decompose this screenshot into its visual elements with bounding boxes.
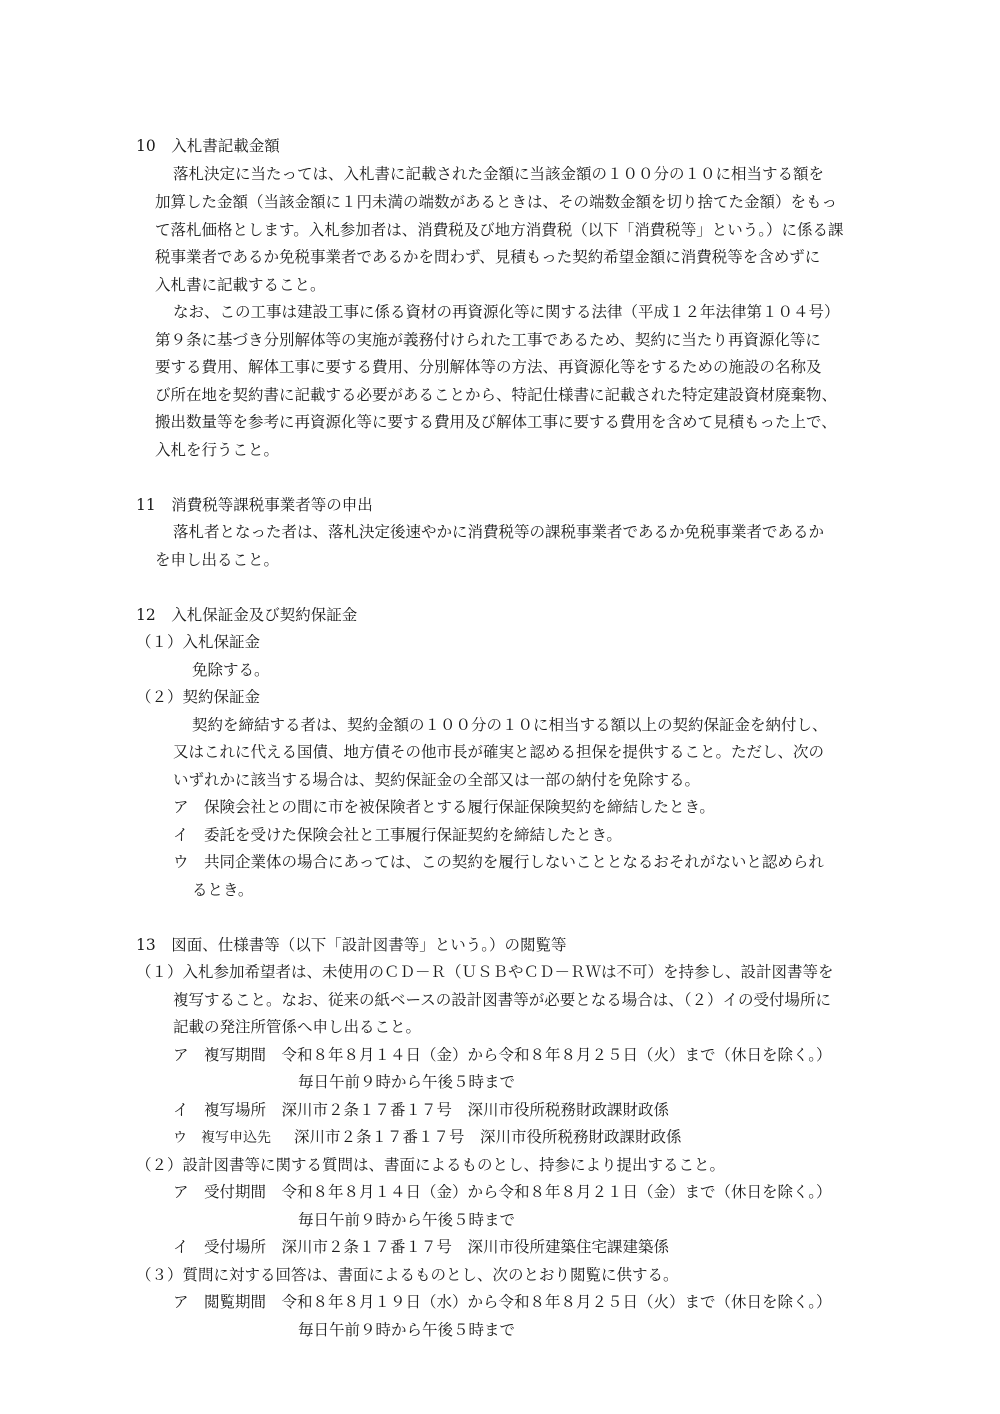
section-13-item-1-sub-a-hours: 毎日午前９時から午後５時まで (298, 1073, 516, 1091)
section-13-heading: 13 図面、仕様書等（以下「設計図書等」という。）の閲覧等 (136, 936, 567, 954)
section-13-item-2-sub-a: ア 受付期間 令和８年８月１４日（金）から令和８年８月２１日（金）まで（休日を除く。） (173, 1183, 832, 1201)
section-13-item-1-sub-u-text: 深川市２条１７番１７号 深川市役所税務財政課財政係 (294, 1128, 682, 1146)
section-11-paragraph-line: を申し出ること。 (155, 551, 280, 569)
section-12-sub-item-u-line: るとき。 (192, 881, 254, 899)
section-12-item-1-label: （１）入札保証金 (136, 633, 261, 651)
section-10-paragraph-2-line: 入札を行うこと。 (155, 441, 280, 459)
section-10-heading: 10 入札書記載金額 (136, 137, 280, 155)
section-11-paragraph-line: 落札者となった者は、落札決定後速やかに消費税等の課税事業者であるか免税事業者であるか (173, 523, 825, 541)
section-13-item-1-sub-u-label (173, 1127, 271, 1148)
section-10-paragraph-1-line: て落札価格とします。入札参加者は、消費税及び地方消費税（以下「消費税等」という。）に係る課 (155, 221, 844, 239)
section-13-item-1-sub-a: ア 複写期間 令和８年８月１４日（金）から令和８年８月２５日（火）まで（休日を除く。） (173, 1046, 832, 1064)
section-10-paragraph-2-line: 搬出数量等を参考に再資源化等に要する費用及び解体工事に要する費用を含めて見積もった上で、 (155, 413, 837, 431)
section-13-item-2: （２）設計図書等に関する質問は、書面によるものとし、持参により提出すること。 (136, 1156, 726, 1174)
section-11-heading: 11 消費税等課税事業者等の申出 (136, 496, 373, 514)
section-13-item-1-line: 記載の発注所管係へ申し出ること。 (173, 1018, 422, 1036)
section-12-sub-item-a: ア 保険会社との間に市を被保険者とする履行保証保険契約を締結したとき。 (173, 798, 715, 816)
section-13-item-1-sub-u-label-text: ウ 複写申込先 (173, 1130, 271, 1146)
section-12-item-1-text: 免除する。 (192, 661, 270, 679)
section-13-item-1-line: 複写すること。なお、従来の紙ベースの設計図書等が必要となる場合は、（２）イの受付場所に (173, 991, 831, 1009)
section-12-item-2-paragraph-line: 契約を締結する者は、契約金額の１００分の１０に相当する額以上の契約保証金を納付し、 (192, 716, 828, 734)
section-10-paragraph-1-line: 入札書に記載すること。 (155, 276, 326, 294)
section-13-item-3: （３）質問に対する回答は、書面によるものとし、次のとおり閲覧に供する。 (136, 1266, 679, 1284)
section-13-item-2-sub-a-hours: 毎日午前９時から午後５時まで (298, 1211, 516, 1229)
section-10-paragraph-2-line: 第９条に基づき分別解体等の実施が義務付けられた工事であるため、契約に当たり再資源化等に (155, 331, 821, 349)
section-13-item-3-sub-a: ア 閲覧期間 令和８年８月１９日（水）から令和８年８月２５日（火）まで（休日を除く。） (173, 1293, 832, 1311)
section-13-item-1-line: （１）入札参加希望者は、未使用のＣＤ－Ｒ（ＵＳＢやＣＤ－ＲＷは不可）を持参し、設計図書等を (136, 963, 834, 981)
section-12-sub-item-u-line: ウ 共同企業体の場合にあっては、この契約を履行しないこととなるおそれがないと認められ (173, 853, 824, 871)
section-12-item-2-label: （２）契約保証金 (136, 688, 261, 706)
section-10-paragraph-2-line: び所在地を契約書に記載する必要があることから、特記仕様書に記載された特定建設資材廃棄物、 (155, 386, 838, 404)
section-13-item-2-sub-i: イ 受付場所 深川市２条１７番１７号 深川市役所建築住宅課建築係 (173, 1238, 670, 1256)
section-13-item-3-sub-a-hours: 毎日午前９時から午後５時まで (298, 1321, 516, 1339)
section-10-paragraph-2-line: なお、この工事は建設工事に係る資材の再資源化等に関する法律（平成１２年法律第１０４号） (173, 303, 840, 321)
section-12-item-2-paragraph-line: いずれかに該当する場合は、契約保証金の全部又は一部の納付を免除する。 (173, 771, 701, 789)
section-10-paragraph-1-line: 税事業者であるか免税事業者であるかを問わず、見積もった契約希望金額に消費税等を含めずに (155, 248, 821, 266)
section-12-heading: 12 入札保証金及び契約保証金 (136, 606, 358, 624)
section-12-sub-item-i: イ 委託を受けた保険会社と工事履行保証契約を締結したとき。 (173, 826, 622, 844)
section-12-item-2-paragraph-line: 又はこれに代える国債、地方債その他市長が確実と認める担保を提供すること。ただし、次の (173, 743, 825, 761)
section-10-paragraph-1-line: 落札決定に当たっては、入札書に記載された金額に当該金額の１００分の１０に相当する額を (173, 165, 825, 183)
section-13-item-1-sub-i: イ 複写場所 深川市２条１７番１７号 深川市役所税務財政課財政係 (173, 1101, 670, 1119)
section-10-paragraph-2-line: 要する費用、解体工事に要する費用、分別解体等の方法、再資源化等をするための施設の名称及 (155, 358, 822, 376)
section-10-paragraph-1-line: 加算した金額（当該金額に１円未満の端数があるときは、その端数金額を切り捨てた金額）をもっ (155, 193, 838, 211)
